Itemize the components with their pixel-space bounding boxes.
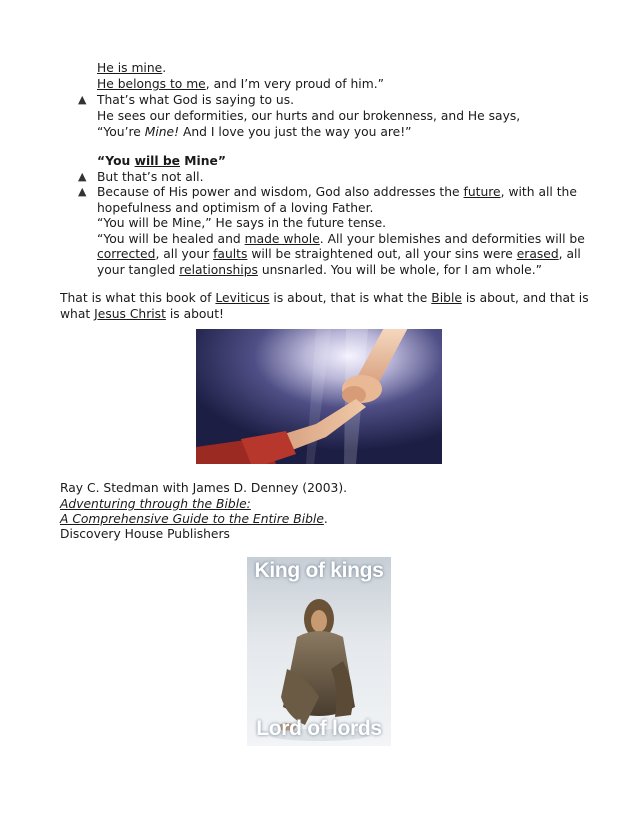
link-future[interactable]: future	[463, 185, 501, 199]
bullet-2-text: But that’s not all.	[97, 170, 204, 184]
image-bottom-text: Lord of lords	[256, 717, 382, 740]
link-book-title-2[interactable]: A Comprehensive Guide to the Entire Bible	[60, 512, 324, 526]
king-of-kings-image	[247, 557, 391, 746]
link-faults[interactable]: faults	[213, 247, 248, 261]
intro-line-2: He belongs to me, and I’m very proud of him.”	[97, 77, 384, 91]
reaching-hands-image	[196, 329, 442, 464]
image-top-text: King of kings	[254, 559, 384, 582]
bullet-3-line-6: your tangled relationships unsnarled. You will be whole, for I am whole.”	[97, 263, 542, 277]
intro-line-1: He is mine.	[97, 61, 167, 75]
link-corrected[interactable]: corrected	[97, 247, 156, 261]
summary-line-2: what Jesus Christ is about!	[60, 307, 224, 321]
bullet-3-line-4: “You will be healed and made whole. All your blemishes and deformities will be	[97, 232, 585, 246]
bullet-1-text: That’s what God is saying to us.	[97, 93, 295, 107]
bullet-3-line-3: “You will be Mine,” He says in the future tense.	[97, 216, 387, 230]
citation-title-line-2: A Comprehensive Guide to the Entire Bible.	[60, 512, 328, 526]
link-leviticus[interactable]: Leviticus	[215, 291, 270, 305]
link-jesus-christ[interactable]: Jesus Christ	[94, 307, 166, 321]
link-will-be[interactable]: will be	[134, 154, 181, 168]
link-erased[interactable]: erased	[516, 247, 559, 261]
summary-line-1: That is what this book of Leviticus is about, that is what the Bible is about, and that is	[60, 291, 589, 305]
triangle-bullet-icon: ▲	[78, 185, 87, 198]
citation-title-line-1	[60, 496, 251, 512]
link-relationships[interactable]: relationships	[179, 263, 258, 277]
link-made-whole[interactable]: made whole	[244, 232, 320, 246]
triangle-bullet-icon: ▲	[78, 93, 87, 106]
citation-publisher: Discovery House Publishers	[60, 527, 230, 541]
bullet-1-line-3: “You’re Mine! And I love you just the way you are!”	[97, 125, 412, 139]
bullet-3-line-1: Because of His power and wisdom, God also addresses the future, with all the	[97, 185, 577, 199]
link-bible[interactable]: Bible	[431, 291, 462, 305]
section-heading: “You will be Mine”	[97, 154, 226, 168]
link-he-is-mine[interactable]: He is mine	[97, 61, 163, 75]
citation-author: Ray C. Stedman with James D. Denney (2003).	[60, 481, 348, 495]
bullet-1-line-2: He sees our deformities, our hurts and our brokenness, and He says,	[97, 109, 521, 123]
link-book-title-1[interactable]: Adventuring through the Bible:	[60, 497, 251, 511]
link-he-belongs-to-me[interactable]: He belongs to me	[97, 77, 206, 91]
bullet-3-line-5: corrected, all your faults will be straightened out, all your sins were erased, all	[97, 247, 581, 261]
triangle-bullet-icon: ▲	[78, 170, 87, 183]
bullet-3-line-2: hopefulness and optimism of a loving Father.	[97, 201, 374, 215]
